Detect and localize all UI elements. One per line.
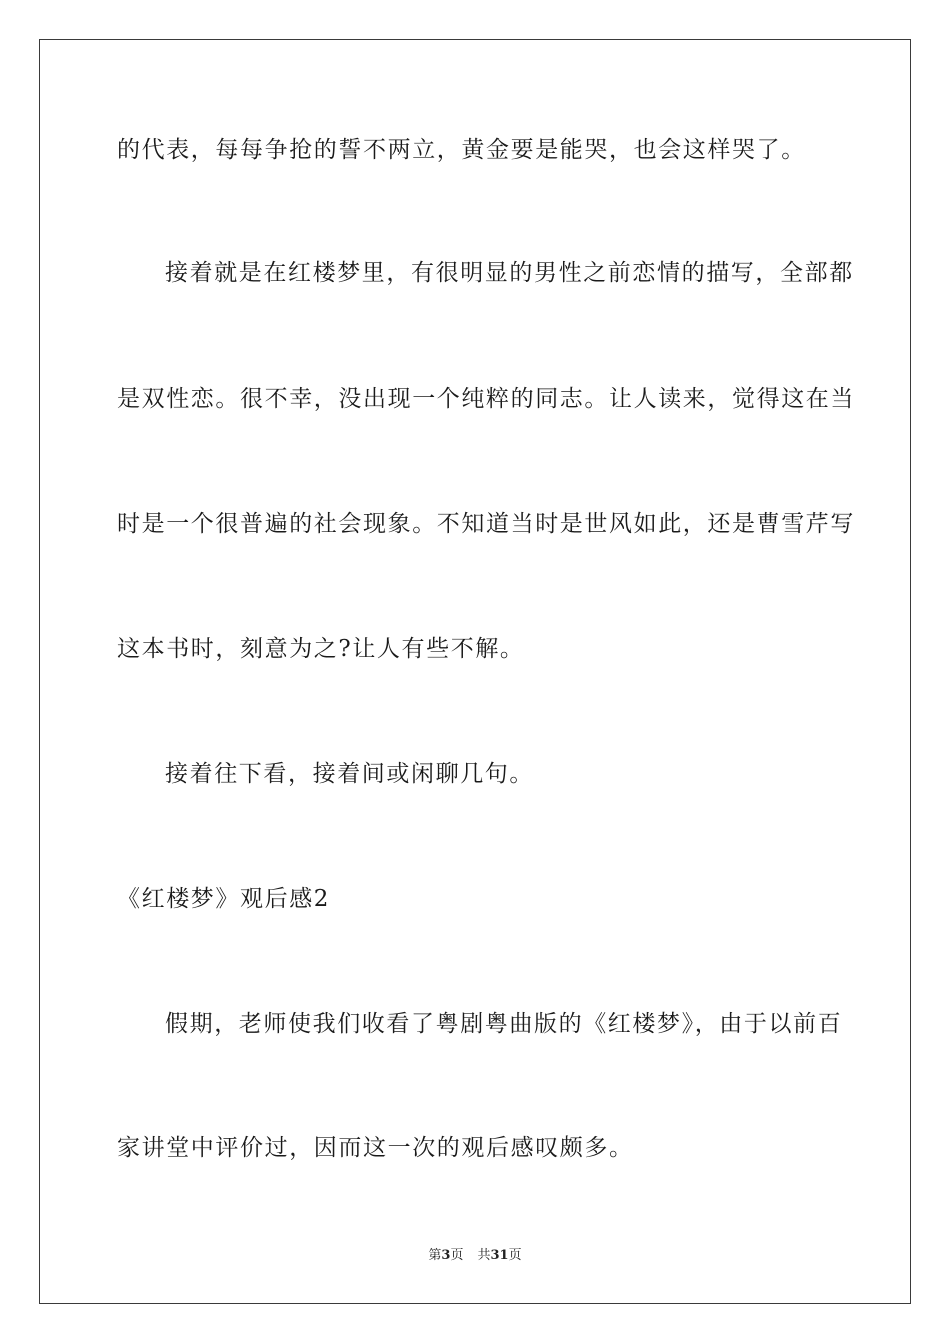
text-line: 的代表，每每争抢的誓不两立，黄金要是能哭，也会这样哭了。 (117, 137, 806, 163)
page-border (39, 39, 911, 1304)
section-heading: 《红楼梦》观后感2 (117, 886, 331, 912)
page-footer (0, 1247, 950, 1265)
total-pages: 31 (490, 1248, 509, 1263)
total-prefix: 共 (477, 1248, 491, 1263)
total-suffix: 页 (508, 1248, 522, 1263)
paragraph-line: 接着就是在红楼梦里，有很明显的男性之前恋情的描写，全部都 (165, 260, 854, 286)
paragraph-line: 接着往下看，接着间或闲聊几句。 (165, 761, 534, 787)
page-prefix: 第 (428, 1248, 442, 1263)
page-number: 3 (441, 1248, 451, 1263)
text-line: 是双性恋。很不幸，没出现一个纯粹的同志。让人读来，觉得这在当 (117, 386, 855, 412)
text-line: 这本书时，刻意为之?让人有些不解。 (117, 636, 525, 662)
text-line: 家讲堂中评价过，因而这一次的观后感叹颇多。 (117, 1135, 634, 1161)
paragraph-line: 假期，老师使我们收看了粤剧粤曲版的《红楼梦》，由于以前百 (165, 1011, 843, 1037)
text-line: 时是一个很普遍的社会现象。不知道当时是世风如此，还是曹雪芹写 (117, 511, 855, 537)
page-suffix: 页 (450, 1248, 464, 1263)
